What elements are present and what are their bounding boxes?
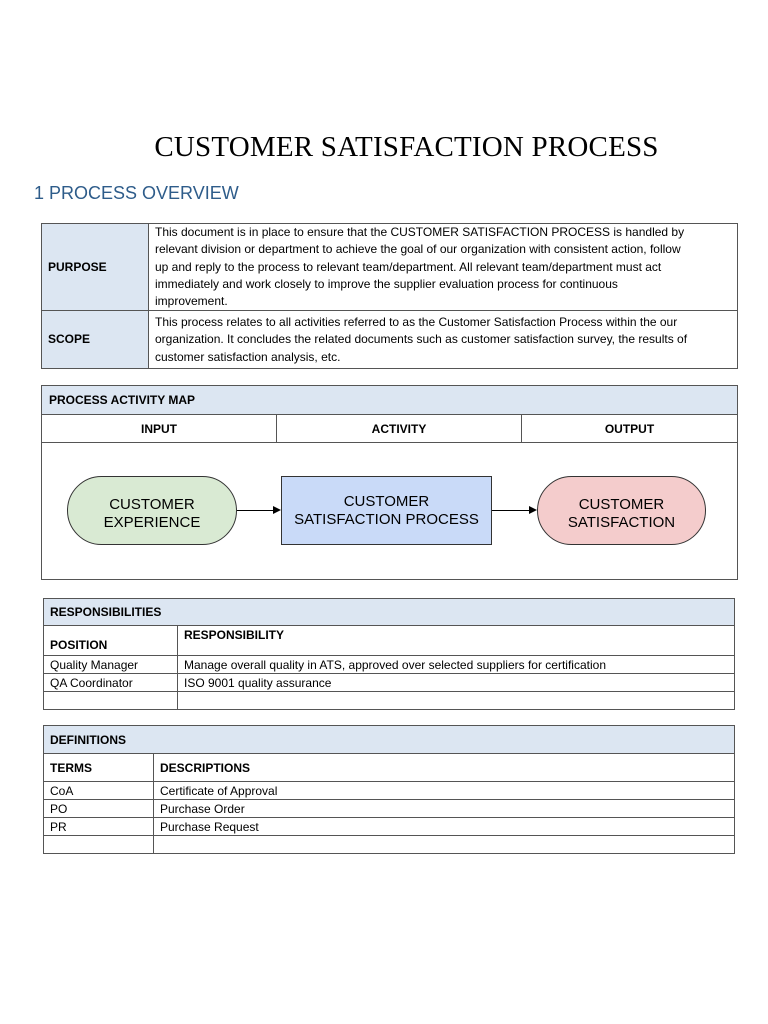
scope-label: SCOPE [42, 311, 149, 369]
input-shape-line: EXPERIENCE [103, 514, 201, 530]
output-shape-line: SATISFACTION [567, 514, 676, 530]
column-descriptions: DESCRIPTIONS [154, 754, 735, 782]
table-row [44, 836, 735, 854]
scope-text [149, 311, 738, 369]
empty-cell [154, 836, 735, 854]
term-cell: PR [44, 818, 154, 836]
scope-row [42, 311, 738, 369]
purpose-line: improvement. [155, 294, 228, 309]
table-row [44, 656, 735, 674]
term-cell: CoA [44, 782, 154, 800]
position-cell: QA Coordinator [44, 674, 178, 692]
arrow-input-to-activity [237, 510, 273, 511]
scope-line: organization. It concludes the related documents such as customer satisfaction survey, the results of [155, 332, 688, 347]
column-terms: TERMS [44, 754, 154, 782]
activity-shape-line: SATISFACTION PROCESS [294, 511, 479, 528]
process-map-title: PROCESS ACTIVITY MAP [42, 386, 737, 415]
input-shape [67, 476, 237, 545]
responsibilities-table [43, 598, 735, 710]
scope-line: customer satisfaction analysis, etc. [155, 349, 341, 364]
description-cell: Purchase Request [154, 818, 735, 836]
definitions-title: DEFINITIONS [44, 726, 735, 754]
purpose-line: up and reply to the process to relevant team/department. All relevant team/department must act [155, 259, 662, 274]
section-heading: 1 PROCESS OVERVIEW [34, 183, 239, 203]
activity-shape-line: CUSTOMER [343, 493, 430, 510]
empty-cell [44, 692, 178, 710]
output-shape [537, 476, 706, 545]
table-row [44, 692, 735, 710]
overview-table [41, 223, 738, 369]
arrow-head [529, 506, 537, 514]
column-activity: ACTIVITY [277, 415, 522, 442]
purpose-line: immediately and work closely to improve the supplier evaluation process for continuous [155, 276, 618, 291]
input-shape-line: CUSTOMER [109, 496, 195, 513]
column-position: POSITION [44, 626, 178, 656]
table-row [44, 818, 735, 836]
table-row [44, 800, 735, 818]
definitions-table [43, 725, 735, 854]
purpose-line: This document is in place to ensure that the CUSTOMER SATISFACTION PROCESS is handled by [155, 225, 685, 239]
responsibilities-title: RESPONSIBILITIES [44, 599, 735, 626]
responsibility-cell: ISO 9001 quality assurance [178, 674, 735, 692]
responsibility-cell: Manage overall quality in ATS, approved over selected suppliers for certification [178, 656, 735, 674]
column-responsibility: RESPONSIBILITY [178, 626, 735, 656]
column-input: INPUT [42, 415, 277, 442]
term-cell: PO [44, 800, 154, 818]
empty-cell [178, 692, 735, 710]
purpose-text [149, 224, 738, 311]
process-map-columns [42, 415, 737, 443]
purpose-row [42, 224, 738, 311]
table-row [44, 782, 735, 800]
activity-shape [281, 476, 492, 545]
document-title: CUSTOMER SATISFACTION PROCESS [154, 131, 659, 163]
description-cell: Certificate of Approval [154, 782, 735, 800]
empty-cell [44, 836, 154, 854]
purpose-line: relevant division or department to achieve the goal of our organization with consistent action, follow [155, 242, 681, 257]
purpose-label: PURPOSE [42, 224, 149, 311]
table-row [44, 674, 735, 692]
arrow-activity-to-output [492, 510, 529, 511]
scope-line: This process relates to all activities referred to as the Customer Satisfaction Process within the our [155, 315, 678, 330]
arrow-head [273, 506, 281, 514]
position-cell: Quality Manager [44, 656, 178, 674]
description-cell: Purchase Order [154, 800, 735, 818]
output-shape-line: CUSTOMER [578, 496, 665, 513]
column-output: OUTPUT [604, 421, 655, 436]
